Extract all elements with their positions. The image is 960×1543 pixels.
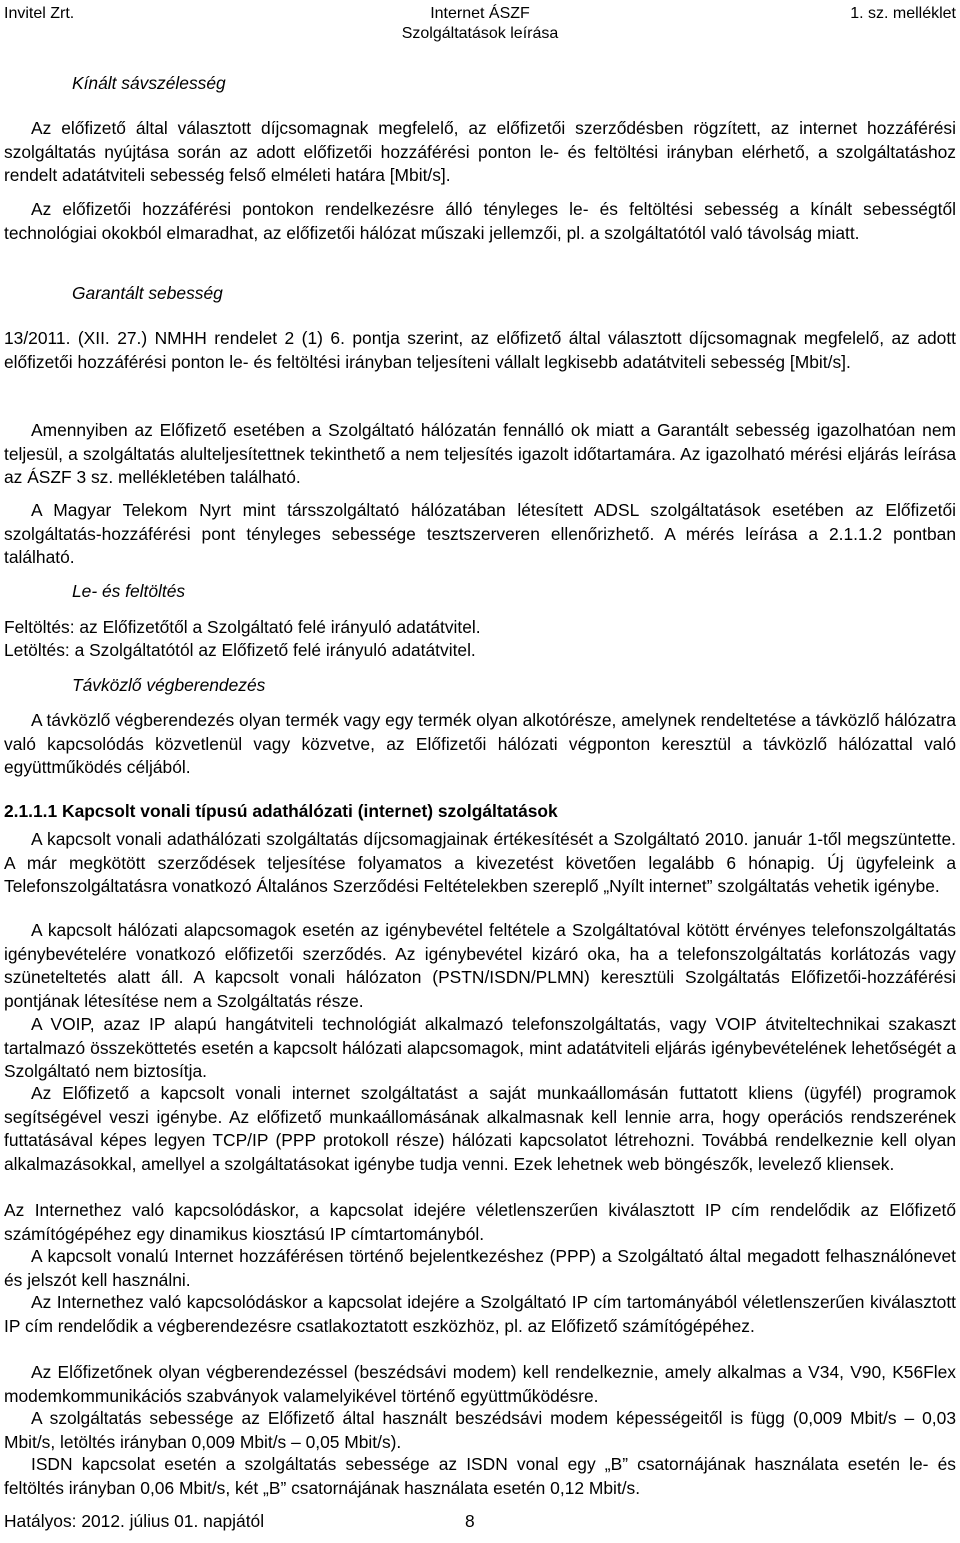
- paragraph-ip-assignment: Az Internethez való kapcsolódáskor a kapcsolat idejére a Szolgáltató IP cím tartományából véletlenszerűen kiválasztott IP cím rendelődik a végberendezésre csatlakoztatott eszközhöz, pl. az Előfizető számítógépéhez.: [4, 1292, 956, 1336]
- section-title-terminal-equipment: Távközlő végberendezés: [72, 675, 266, 695]
- paragraph-ppp-login: A kapcsolt vonalú Internet hozzáférésen történő bejelentkezéshez (PPP) a Szolgáltató által megadott felhasználónevet és jelszót kell használni.: [4, 1246, 956, 1290]
- paragraph-dialup-conditions: A kapcsolt hálózati alapcsomagok esetén az igénybevétel feltétele a Szolgáltatóval kötött érvényes telefonszolgáltatás igénybevételére vonatkozó előfizetői szerződés. Az igénybevétel kizáró oka, ha a telefonszolgáltatás korlátozás vagy szüneteltetés alatt áll. A kapcsolt vonali hálózaton (PSTN/ISDN/PLMN) keresztüli Szolgáltatás Előfizetői-hozzáférési pontjának létesítése nem a Szolgáltatás része.: [4, 920, 956, 1011]
- header-annex: 1. sz. melléklet: [850, 5, 956, 22]
- footer-effective-date: Hatályos: 2012. július 01. napjától: [4, 1511, 265, 1531]
- paragraph-guaranteed-definition: 13/2011. (XII. 27.) NMHH rendelet 2 (1) 6. pontja szerint, az előfizető által választott díjcsomagnak megfelelő, az adott előfizetői hozzáférési ponton le- és feltöltési irányban teljesíteni vállalt legkisebb adatátviteli sebesség [Mbit/s].: [4, 328, 956, 372]
- paragraph-client-software: Az Előfizető a kapcsolt vonali internet szolgáltatást a saját munkaállomásán futtatott kliens (ügyfél) programok segítségével veszi igénybe. Az előfizető munkaállomásának alkalmasnak kell lennie arra, hogy operációs rendszerének futtatásával képes legyen TCP/IP (PPP protokoll része) hálózati kapcsolatot létrehozni. Továbbá rendelkeznie kell olyan alkalmazásokkal, amellyel a szolgáltatásokat igénybe tudja venni. Ezek lehetnek web böngészők, levelező kliensek.: [4, 1083, 956, 1174]
- paragraph-voip: A VOIP, azaz IP alapú hangátviteli technológiát alkalmazó telefonszolgáltatás, vagy VOIP átviteltechnikai szakaszt tartalmazó összeköttetés esetén a kapcsolt hálózati alapcsomagok, mint adatátviteli eljárás igénybevételének lehetőségét a Szolgáltató nem biztosítja.: [4, 1014, 956, 1081]
- section-heading-dialup: 2.1.1.1 Kapcsolt vonali típusú adathálózati (internet) szolgáltatások: [4, 801, 558, 821]
- paragraph-modem-requirements: Az Előfizetőnek olyan végberendezéssel (beszédsávi modem) kell rendelkeznie, amely alkalmas a V34, V90, K56Flex modemkommunikációs szabványok valamelyikével történő együttműködésre.: [4, 1362, 956, 1406]
- paragraph-modem-speed: A szolgáltatás sebessége az Előfizető által használt beszédsávi modem képességeitől is függ (0,009 Mbit/s – 0,03 Mbit/s, letöltés irányban 0,009 Mbit/s – 0,05 Mbit/s).: [4, 1408, 956, 1452]
- header-title: [4, 4, 956, 44]
- header-title-line1: Internet ÁSZF: [430, 5, 530, 22]
- paragraph-isdn-speed: ISDN kapcsolat esetén a szolgáltatás sebessége az ISDN vonal egy „B” csatornájának használata esetén le- és feltöltés irányban 0,06 Mbit/s, két „B” csatornájának használata esetén 0,12 Mbit/s.: [4, 1454, 956, 1498]
- section-title-offered-bandwidth: Kínált sávszélesség: [72, 73, 226, 93]
- section-title-up-download: Le- és feltöltés: [72, 581, 186, 601]
- definition-upload: Feltöltés: az Előfizetőtől a Szolgáltató felé irányuló adatátvitel.: [4, 617, 481, 637]
- paragraph-terminal-equipment: A távközlő végberendezés olyan termék vagy egy termék olyan alkotórésze, amelynek rendeltetése a távközlő hálózatra való kapcsolódás közvetlenül vagy közvetve, az Előfizetői hálózati végponton keresztül a távközlő hálózattal való együttműködés céljából.: [4, 710, 956, 777]
- section-title-guaranteed-speed: Garantált sebesség: [72, 283, 223, 303]
- footer-page-number: 8: [465, 1511, 475, 1531]
- header-company: Invitel Zrt.: [4, 5, 75, 22]
- page-header: [4, 4, 956, 44]
- paragraph-actual-speed: Az előfizetői hozzáférési pontokon rendelkezésre álló tényleges le- és feltöltési sebesség a kínált sebességtől technológiai okokból elmaradhat, az előfizetői hálózat műszaki jellemzői, pl. a szolgáltatótól való távolság miatt.: [4, 199, 956, 243]
- paragraph-adsl-testing: A Magyar Telekom Nyrt mint társszolgáltató hálózatában létesített ADSL szolgáltatások esetében az Előfizetői szolgáltatás-hozzáférési pont tényleges sebessége tesztszerveren ellenőrizhető. A mérés leírása a 2.1.1.2 pontban található.: [4, 500, 956, 567]
- definition-download: Letöltés: a Szolgáltatótól az Előfizető felé irányuló adatátvitel.: [4, 640, 476, 660]
- header-title-line2: Szolgáltatások leírása: [401, 25, 559, 42]
- paragraph-dynamic-ip: Az Internethez való kapcsolódáskor, a kapcsolat idejére véletlenszerűen kiválasztott IP cím rendelődik az Előfizető számítógépéhez egy dinamikus kiosztású IP címtartományból.: [4, 1200, 956, 1244]
- paragraph-offered-bandwidth: Az előfizető által választott díjcsomagnak megfelelő, az előfizetői szerződésben rögzített, az internet hozzáférési szolgáltatás nyújtása során az adott előfizetői hozzáférési ponton le- és feltöltési irányban elérhető, a szolgáltatáshoz rendelt adatátviteli sebesség felső elméleti határa [Mbit/s].: [4, 118, 956, 185]
- paragraph-guaranteed-failure: Amennyiben az Előfizető esetében a Szolgáltató hálózatán fennálló ok miatt a Garantált sebesség igazolhatóan nem teljesül, a szolgáltatás alulteljesítettnek tekinthető a nem teljesítés igazolt időtartamára. Az igazolható mérési eljárás leírása az ÁSZF 3 sz. mellékletében található.: [4, 420, 956, 487]
- paragraph-dialup-discontinued: A kapcsolt vonali adathálózati szolgáltatás díjcsomagjainak értékesítését a Szolgáltató 2010. január 1-től megszüntette. A már megkötött szerződések teljesítése folyamatos a kivezetést követően legalább 6 hónapig. Új ügyfeleink a Telefonszolgáltatásra vonatkozó Általános Szerződési Feltételekben szereplő „Nyílt internet” szolgáltatás vehetik igénybe.: [4, 829, 956, 896]
